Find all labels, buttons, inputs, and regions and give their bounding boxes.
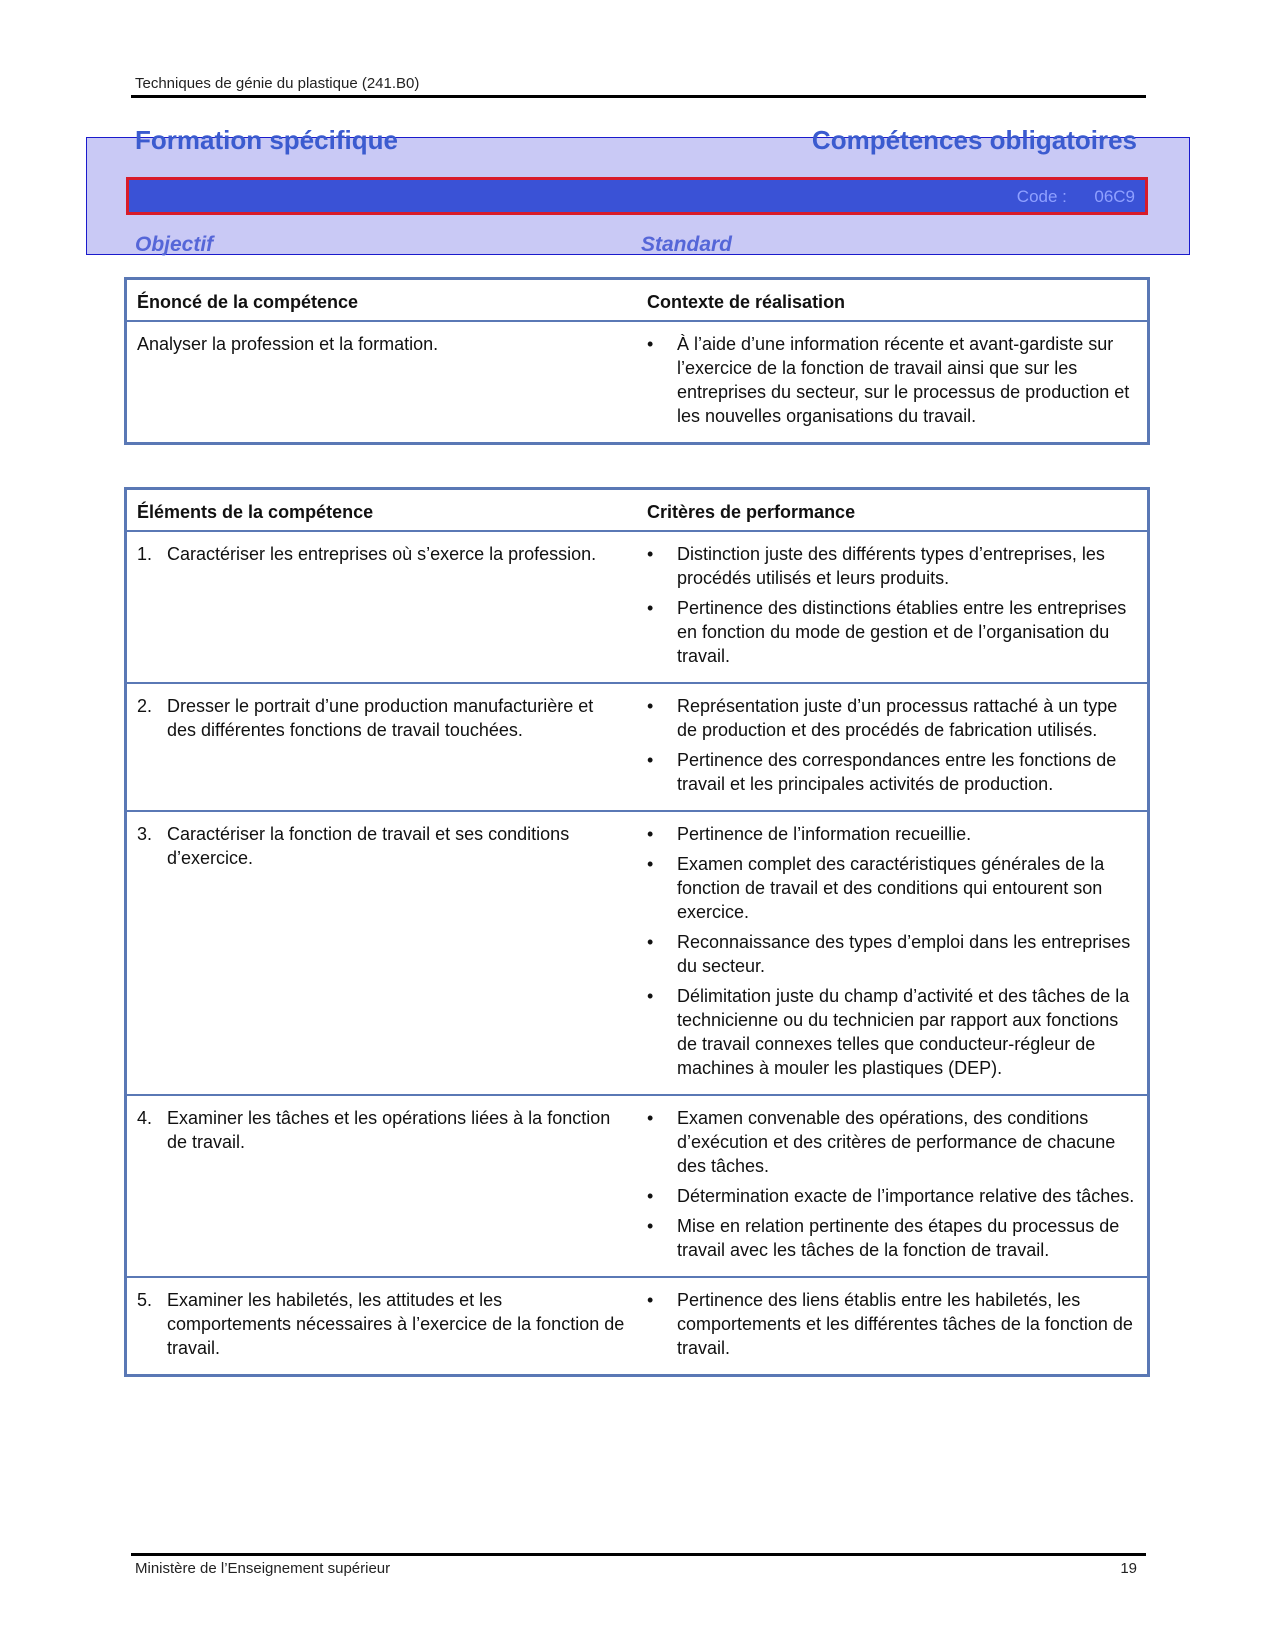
context-header: Contexte de réalisation [637,279,1149,322]
table-row [126,811,1149,1095]
element-text: Caractériser la fonction de travail et ses conditions d’exercice. [167,824,570,868]
section-title: Formation spécifique [135,125,398,155]
element-number: 4. [137,1108,153,1128]
code-field [1017,187,1135,207]
footer-rule [131,1553,1146,1556]
section-subtitle: Compétences obligatoires [811,125,1137,155]
criterion-item: • Mise en relation pertinente des étapes du processus de travail avec les tâches de la fonction de travail. [647,1214,1137,1262]
statement-table [124,277,1150,445]
element-item [137,694,627,742]
criterion-item: • Représentation juste d’un processus rattaché à un type de production et des procédés de fabrication utilisés. [647,694,1137,742]
criterion-item: • Examen convenable des opérations, des conditions d’exécution et des critères de performance de chacune des tâches. [647,1106,1137,1178]
footer-ministry: Ministère de l’Enseignement supérieur [135,1560,391,1577]
table-row [126,1095,1149,1277]
standard-label: Standard [641,233,733,256]
elements-header: Éléments de la compétence [126,489,638,532]
element-item [137,542,627,566]
table-row [126,683,1149,811]
criteria-header: Critères de performance [637,489,1149,532]
code-label: Code : [1016,187,1067,206]
statement-text: Analyser la profession et la formation. [137,334,439,354]
element-item [137,1288,627,1360]
criterion-item: • Distinction juste des différents types d’entreprises, les procédés utilisés et leurs produits. [647,542,1137,590]
criterion-item: • Délimitation juste du champ d’activité et des tâches de la technicienne ou du technicien par rapport aux fonctions de travail connexes telles que conducteur-régleur de machines à mouler les plastiques (DEP). [647,984,1137,1080]
running-title: Techniques de génie du plastique (241.B0) [135,75,420,92]
page-number: 19 [1120,1560,1137,1577]
criterion-item: • Détermination exacte de l’importance relative des tâches. [647,1184,1137,1208]
element-text: Dresser le portrait d’une production manufacturière et des différentes fonctions de travail touchées. [167,696,594,740]
element-number: 3. [137,824,153,844]
context-cell [637,321,1149,444]
criterion-item: • Pertinence de l’information recueillie. [647,822,1137,846]
element-number: 2. [137,696,153,716]
criterion-item: • Reconnaissance des types d’emploi dans les entreprises du secteur. [647,930,1137,978]
code-value: 06C9 [1094,187,1135,206]
element-item [137,822,627,870]
context-item: • À l’aide d’une information récente et avant-gardiste sur l’exercice de la fonction de travail ainsi que sur les entreprises du secteur, sur le processus de production et les nouvelles organisations du travail. [647,332,1137,428]
objective-label: Objectif [135,233,214,256]
element-item [137,1106,627,1154]
element-text: Caractériser les entreprises où s’exerce la profession. [167,544,597,564]
code-bar [126,177,1148,215]
criterion-item: • Pertinence des distinctions établies entre les entreprises en fonction du mode de gestion et de l’organisation du travail. [647,596,1137,668]
header-rule [131,95,1146,98]
table-row [126,1277,1149,1376]
elements-table [124,487,1150,1377]
element-text: Examiner les habiletés, les attitudes et les comportements nécessaires à l’exercice de la fonction de travail. [167,1290,625,1358]
element-number: 1. [137,544,153,564]
criterion-item: • Examen complet des caractéristiques générales de la fonction de travail et des conditions qui entourent son exercice. [647,852,1137,924]
table-row [126,531,1149,683]
element-number: 5. [137,1290,153,1310]
criterion-item: • Pertinence des correspondances entre les fonctions de travail et les principales activités de production. [647,748,1137,796]
element-text: Examiner les tâches et les opérations liées à la fonction de travail. [167,1108,611,1152]
statement-header: Énoncé de la compétence [126,279,638,322]
criterion-item: • Pertinence des liens établis entre les habiletés, les comportements et les différentes tâches de la fonction de travail. [647,1288,1137,1360]
